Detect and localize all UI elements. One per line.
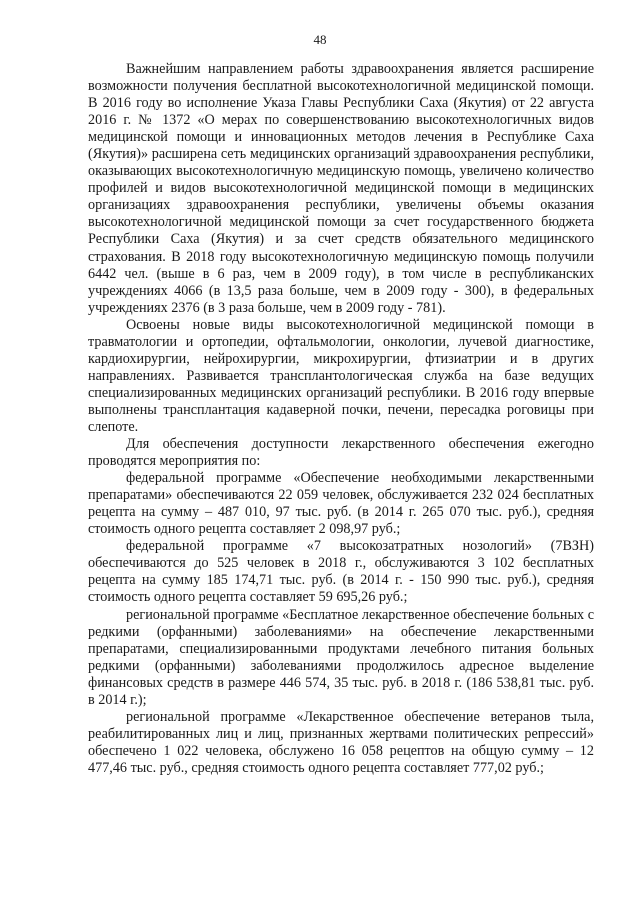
page-number: 48 [313,32,327,47]
paragraph-federal-essential-drugs: федеральной программе «Обеспечение необходимыми лекарственными препаратами» обеспечиваются 22 059 человек, обслуживается 232 024 бесплатных рецепта на сумму – 487 010, 97 тыс. руб. (в 2014 г. 265 070 тыс. руб.), средняя стоимость одного рецепта составляет 2 098,97 руб.; [88,470,594,538]
paragraph-regional-veterans: региональной программе «Лекарственное обеспечение ветеранов тыла, реабилитированных лиц и лиц, признанных жертвами политических репрессий» обеспечено 1 022 человека, обслужено 16 058 рецептов на общую сумму – 12 477,46 тыс. руб., средняя стоимость одного рецепта составляет 777,02 руб.; [88,708,594,776]
paragraph-regional-orphan-diseases: региональной программе «Бесплатное лекарственное обеспечение больных с редкими (орфанными) заболеваниями» на обеспечение лекарственными препаратами, специализированными продуктами лечебного питания больных редкими (орфанными) заболеваниями продолжилось адресное выделение финансовых средств в размере 446 574, 35 тыс. руб. в 2018 г. (186 538,81 тыс. руб. в 2014 г.); [88,606,594,708]
document-body [88,61,594,777]
paragraph-new-care-types: Освоены новые виды высокотехнологичной медицинской помощи в травматологии и ортопедии, офтальмологии, онкологии, лучевой диагностике, кардиохирургии, нейрохирургии, микрохирургии, фтизиатрии и в других направлениях. Развивается трансплантологическая служба на базе ведущих специализированных медицинских организаций республики. В 2016 году впервые выполнены трансплантация кадаверной почки, печени, пересадка роговицы при слепоте. [88,316,594,435]
paragraph-high-tech-care: Важнейшим направлением работы здравоохранения является расширение возможности получения бесплатной высокотехнологичной медицинской помощи. В 2016 году во исполнение Указа Главы Республики Саха (Якутия) от 22 августа 2016 г. № 1372 «О мерах по совершенствованию высокотехнологичных видов медицинской помощи и инновационных методов лечения в Республике Саха (Якутия)» расширена сеть медицинских организаций здравоохранения республики, оказывающих высокотехнологичную медицинскую помощь, увеличено количество профилей и видов высокотехнологичной медицинской помощи в медицинских организациях здравоохранения республики, увеличены объемы оказания высокотехнологичной медицинской помощи за счет государственного бюджета Республики Саха (Якутия) и за счет средств обязательного медицинского страхования. В 2018 году высокотехнологичную медицинскую помощь получили 6442 чел. (выше в 6 раз, чем в 2009 году), в том числе в республиканских учреждениях 4066 (в 13,5 раза больше, чем в 2009 году - 300), в федеральных учреждениях 2376 (в 3 раза больше, чем в 2009 году - 781). [88,61,594,316]
paragraph-drug-provision-intro: Для обеспечения доступности лекарственного обеспечения ежегодно проводятся мероприятия по: [88,436,594,470]
paragraph-federal-7vzn: федеральной программе «7 высокозатратных нозологий» (7ВЗН) обеспечиваются до 525 человек в 2018 г., обслуживаются 3 102 бесплатных рецепта на сумму 185 174,71 тыс. руб. (в 2014 г. - 150 990 тыс. руб.), средняя стоимость одного рецепта составляет 59 695,26 руб.; [88,538,594,606]
